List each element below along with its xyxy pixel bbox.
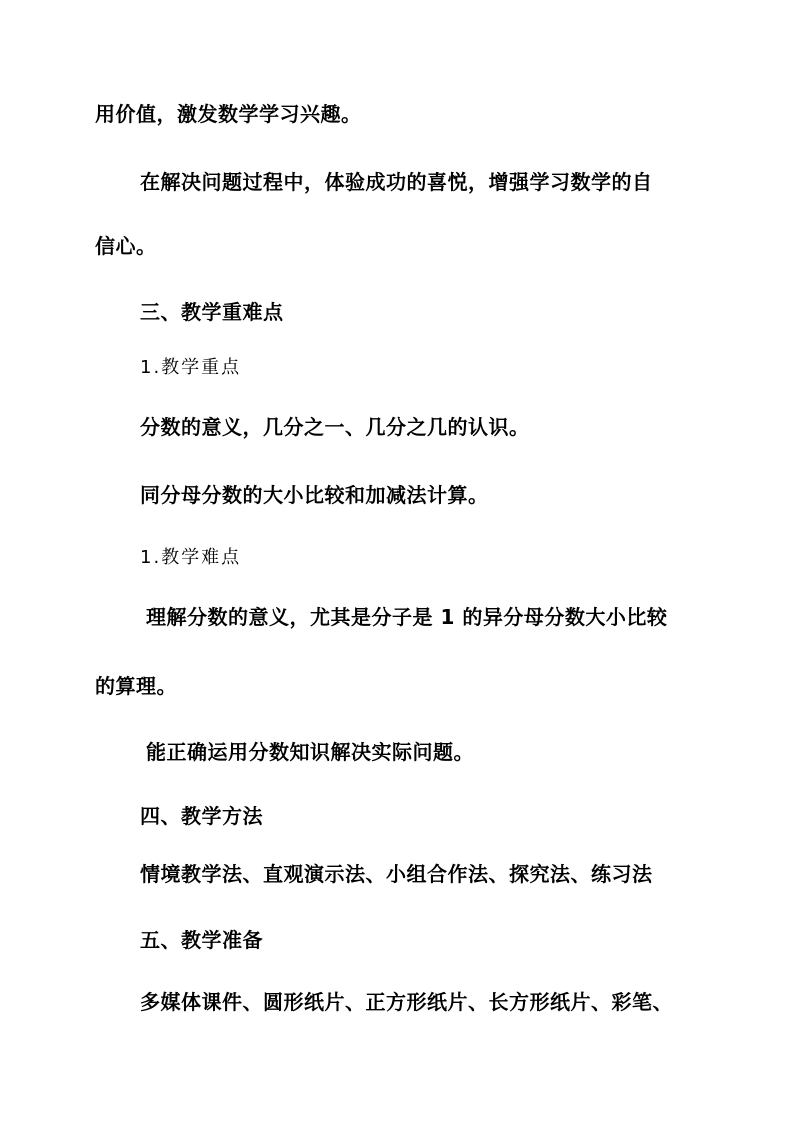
paragraph-line-confidence-cont: 信心。	[95, 234, 157, 258]
section-heading-methods: 四、教学方法	[140, 804, 263, 828]
paragraph-line-goal-end: 用价值，激发数学学习兴趣。	[95, 102, 362, 126]
key-point-fraction-meaning: 分数的意义，几分之一、几分之几的认识。	[140, 415, 530, 439]
key-point-same-denominator: 同分母分数的大小比较和加减法计算。	[140, 483, 489, 507]
preparation-list: 多媒体课件、圆形纸片、正方形纸片、长方形纸片、彩笔、	[140, 990, 673, 1014]
section-heading-key-points: 三、教学重难点	[140, 300, 284, 324]
subheading-key-point: 1.教学重点	[140, 357, 242, 378]
difficult-point-understanding-cont: 的算理。	[95, 674, 177, 698]
section-heading-preparation: 五、教学准备	[140, 928, 263, 952]
methods-list: 情境教学法、直观演示法、小组合作法、探究法、练习法	[140, 862, 653, 886]
subheading-difficult-point: 1.教学难点	[140, 547, 242, 568]
difficult-point-application: 能正确运用分数知识解决实际问题。	[146, 740, 474, 764]
difficult-point-understanding: 理解分数的意义，尤其是分子是 1 的异分母分数大小比较	[146, 605, 668, 629]
paragraph-line-confidence: 在解决问题过程中，体验成功的喜悦，增强学习数学的自	[140, 170, 653, 194]
